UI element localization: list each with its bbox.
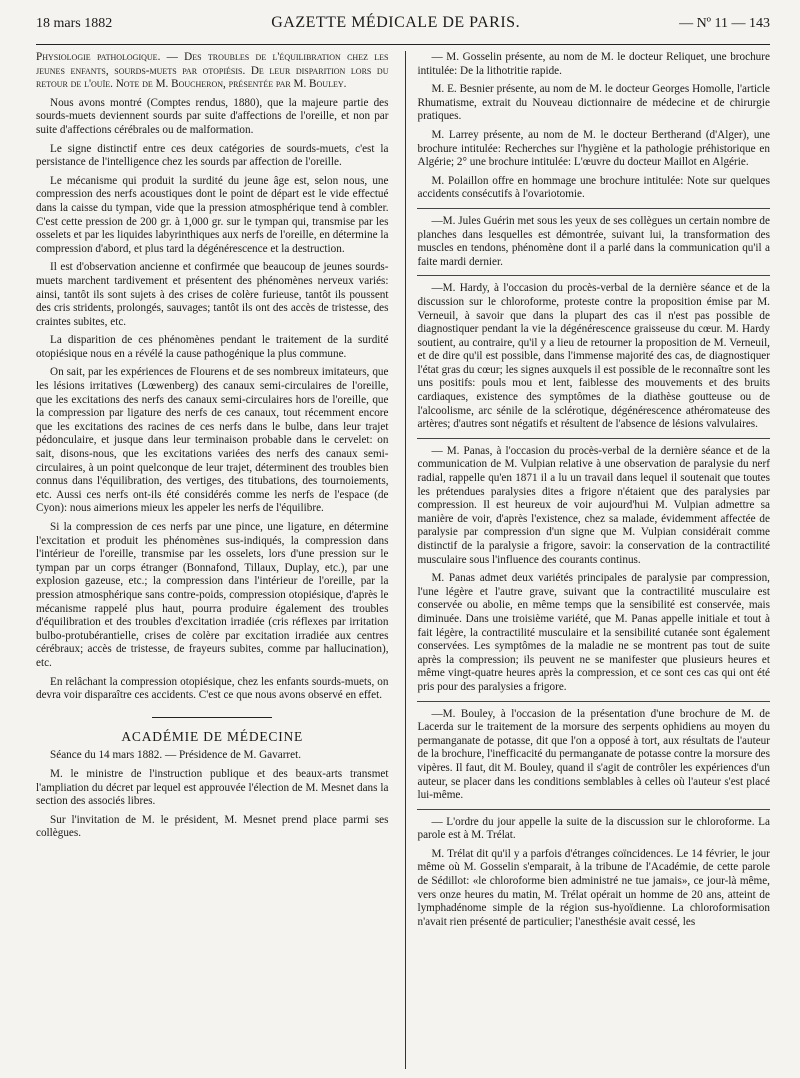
section-heading: ACADÉMIE DE MÉDECINE (121, 728, 304, 744)
paragraph: Séance du 14 mars 1882. — Présidence de M. Gavarret. (50, 749, 302, 762)
paragraph: — L'ordre du jour appelle la suite de la discussion sur le chloroforme. La parole est à M. Trélat. (417, 815, 770, 842)
paragraph: M. Larrey présente, au nom de M. le docteur Bertherand (d'Alger), une brochure intitulée: Recherches sur l'hygiène et la pathologie préhistorique en Algérie; 2° une brochure intitulée: L'œuvre du docteur Maillot en Algérie. (417, 128, 770, 169)
paragraph: M. E. Besnier présente, au nom de M. le docteur Georges Homolle, l'article Rhumatisme, extrait du Nouveau dictionnaire de médecine et de chirurgie pratiques. (417, 83, 770, 123)
paragraph: La disparition de ces phénomènes pendant le traitement de la surdité otopiésique nous en a révélé la cause pathogénique la plus commune. (36, 334, 389, 360)
paragraph-divider (417, 208, 770, 209)
header-number: — Nº 11 — 143 (679, 16, 770, 31)
right-column (411, 51, 770, 1069)
paragraph: Il est d'observation ancienne et confirmée que beaucoup de jeunes sourds-muets marchent tardivement et présentent des phénomènes nerveux variés: ainsi, tantôt ils sont sujets à des crises de colère furieuse, tantôt ils poussent des cris stridents, prolongés, sauvages; tantôt ils ont des accès de tristesse, des craintes subites, etc. (36, 261, 389, 328)
columns (36, 51, 770, 1069)
paragraph: —M. Bouley, à l'occasion de la présentation d'une brochure de M. de Lacerda sur le traitement de la morsure des serpents ophidiens au moyen du permanganate de potasse, dit que l'on a opposé à tort, aux résultats de l'auteur de la brochure, l'inefficacité du permanganate de potasse contre la morsure des vipères. Il faut, dit M. Bouley, quand il s'agit de contrôler les expériences d'un auteur, se placer dans les conditions semblables à celles où l'auteur s'est placé lui-même. (417, 707, 770, 802)
paragraph: Le mécanisme qui produit la surdité du jeune âge est, selon nous, une compression des nerfs acoustiques dont le point de départ est le vide effectué dans la caisse du tympan, vide que la pression atmosphérique tend à combler. C'est cette pression de 200 gr. à 1,000 gr. sur le tympan qui, transmise par les osselets et par les liquides labyrinthiques aux nerfs de l'oreille, en détermine la compression d'abord, et plus tard la dégénérescence et la destruction. (36, 174, 389, 255)
article-intro: Physiologie pathologique. — Des troubles de l'équilibration chez les jeunes enfants, sourds-muets par otopiésis. De leur disparition lors du retour de l'ouïe. Note de M. Boucheron, présentée par M. Bouley. (36, 51, 389, 91)
paragraph: Le signe distinctif entre ces deux catégories de sourds-muets, c'est la persistance de l'intelligence chez les sourds par affection de l'oreille. (36, 142, 389, 169)
left-column (36, 51, 399, 1069)
column-separator (405, 51, 406, 1069)
paragraph: —M. Jules Guérin met sous les yeux de ses collègues un certain nombre de planches dans lesquelles est démontrée, suivant lui, la transformation des muscles en tendons, phénomène dont il a parlé dans la communication qu'il a faite mardi dernier. (417, 214, 770, 268)
page-header (36, 14, 770, 38)
paragraph: — M. Panas, à l'occasion du procès-verbal de la dernière séance et de la communication de M. Vulpian relative à une observation de paralysie du nerf radial, rappelle qu'en 1871 il a lu un travail dans lequel il soutenait que toutes les prétendues paralysies dites a frigore n'étaient que des paralysies par compression. Il est heureux de voir aujourd'hui M. Vulpian admettre sa manière de voir, d'après l'existence, chez sa malade, évidemment affectée de paralysie par compression d'un signe que M. Vulpian considérait comme distinctif de la paralysie a frigore, savoir: la conservation de la contractilité musculaire sous l'influence des courants continus. (417, 444, 770, 566)
paragraph: Sur l'invitation de M. le président, M. Mesnet prend place parmi ses collègues. (36, 813, 389, 840)
paragraph-divider (417, 438, 770, 439)
paragraph: —M. Hardy, à l'occasion du procès-verbal de la dernière séance et de la discussion sur le chloroforme, proteste contre la proposition émise par M. Verneuil, à savoir que dans la plupart des cas il n'est pas possible de diagnostiquer pendant la vie la dégénérescence graisseuse du cœur. M. Hardy soutient, au contraire, qu'il y a lieu de retourner la proposition de M. Verneuil, et de dire qu'il est possible, dans l'immense majorité des cas, de diagnostiquer l'état gras du cœur; les signes auxquels il est possible de le reconnaître sont les uns positifs: pouls mou et lent, faiblesse des mouvements et des bruits cardiaques, existence des symptômes de la diathèse goutteuse ou de l'alcoolisme, arc sénile de la sclérotique, dégénérescence athéromateuse des artères; d'autres sont négatifs et résultent de l'absence de lésions valvulaires. (417, 282, 770, 431)
paragraph-divider (417, 275, 770, 276)
header-date: 18 mars 1882 (36, 16, 113, 31)
paragraph: M. Polaillon offre en hommage une brochure intitulée: Note sur quelques accidents consécutifs à l'ovariotomie. (417, 174, 770, 201)
paragraph-divider (417, 701, 770, 702)
header-title: GAZETTE MÉDICALE DE PARIS. (271, 14, 521, 31)
paragraph: En relâchant la compression otopiésique, chez les enfants sourds-muets, on devra voir disparaître ces accidents. C'est ce que nous avons observé en effet. (36, 675, 389, 702)
paragraph: M. Trélat dit qu'il y a parfois d'étranges coïncidences. Le 14 février, le jour même où M. Gosselin s'emparait, à la tribune de l'Académie, de cette parole de Sédillot: «le chloroforme bien administré ne tue jamais», ce jour-là même, vers onze heures du matin, M. Trélat opérait un homme de 20 ans, atteint de lymphadénome simple de la région sus-hyoïdienne. La chloroformisation n'avait rien présenté de particulier; l'anesthésie avait cessé, les (417, 847, 770, 928)
paragraph: — M. Gosselin présente, au nom de M. le docteur Reliquet, une brochure intitulée: De la lithotritie rapide. (417, 51, 770, 77)
paragraph-divider (417, 809, 770, 810)
paragraph: Si la compression de ces nerfs par une pince, une ligature, en détermine l'excitation et produit les phénomènes sus-indiqués, la compression dans l'intérieur de l'oreille, transmise par les osselets, lors d'une pression sur le tympan par un corps étranger (Bonnafond, Tillaux, Duplay, etc.), par une explosion gazeuse, etc.; la compression dans l'intérieur de l'oreille, par la pression atmosphérique sans contre-poids, compression otopiésique, d'après le mécanisme rappelé plus haut, pourra produire également des troubles d'équilibration et des troubles d'excitation irradiée (cris réflexes par irritation bulbo-protubérantielle, crises de colère par excitation irradiée aux centres cérébraux; accès de tristesse, de frayeurs subites, comme par hallucination), etc. (36, 521, 389, 669)
section-divider (152, 717, 272, 718)
paragraph: Nous avons montré (Comptes rendus, 1880), que la majeure partie des sourds-muets deviennent sourds par suite d'affections de l'oreille, et non par suite d'affections cérébrales ou de malformation. (36, 96, 389, 136)
paragraph: M. le ministre de l'instruction publique et des beaux-arts transmet l'ampliation du décret par lequel est approuvée l'élection de M. Mesnet dans la section des associés libres. (36, 767, 389, 808)
paragraph: On sait, par les expériences de Flourens et de ses nombreux imitateurs, que les lésions irritatives (Lœwenberg) des canaux semi-circulaires de l'oreille, que les excitations des nerfs des canaux semi-circulaires hors de l'oreille, que la compression par ligature des nerfs de ces canaux, tout récemment encore que les excitations des racines de ces nerfs dans le bulbe, dans leur trajet pédonculaire, et jusque dans leur terminaison probable dans le cervelet: on sait, disons-nous, que les excitations variées des nerfs des canaux semi-circulaires, à un point quelconque de leur trajet, déterminent des troubles bien connus dans l'équilibration, des vertiges, des titubations, des tournoiements, etc. Aussi ces nerfs ont-ils été considérés comme les nerfs de l'espace (de Cyon): nous aimerions mieux les appeler les nerfs de l'équilibre. (36, 366, 389, 515)
paragraph: M. Panas admet deux variétés principales de paralysie par compression, l'une légère et l'autre grave, suivant que la contractilité musculaire est conservée ou abolie, en même temps que la sensibilité est conservée, mais diminuée. Dans une troisième variété, que M. Panas appelle initiale et tout à fait légère, la contractilité musculaire et la sensibilité cutanée sont également conservées. Les symptômes de la maladie ne se montrent pas tout de suite après la compression; ils peuvent ne se manifester que plusieurs heures et même vingt-quatre heures après la compression, et ce sont ces cas qui ont été pris pour des paralysies a frigore. (417, 572, 770, 693)
header-rule (36, 44, 770, 45)
